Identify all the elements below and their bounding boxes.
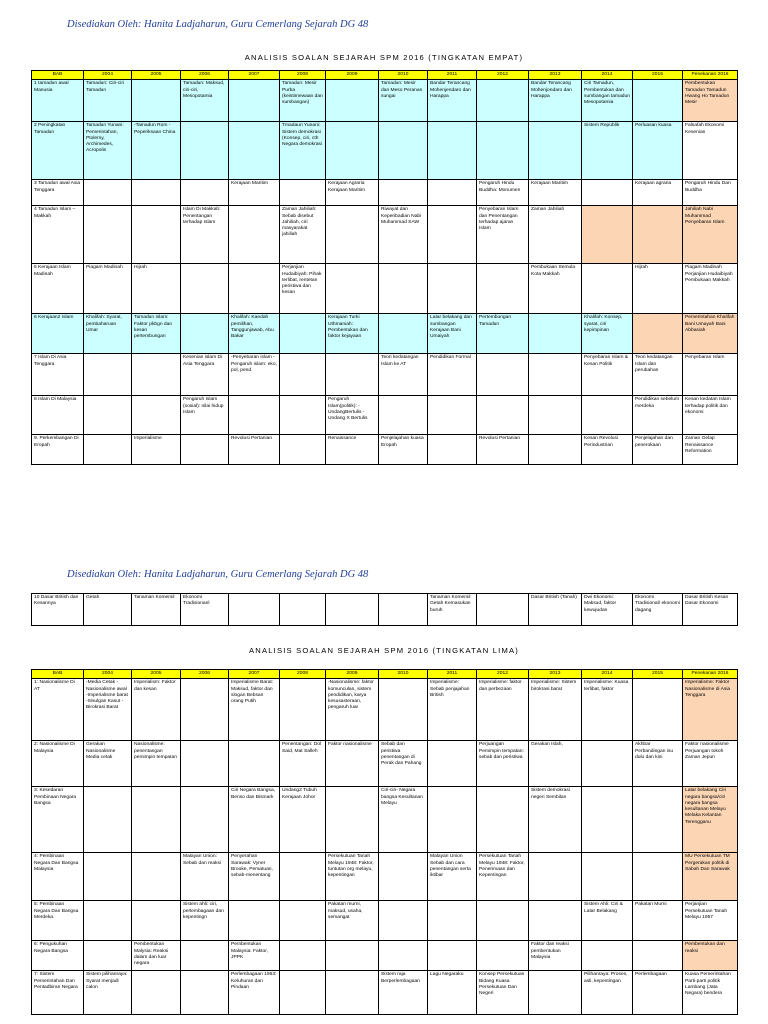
table-cell [326,264,379,314]
table-cell [379,901,428,941]
table-cell: Khalifah: Konsep, syarat, ciri kepimpinan [582,314,633,354]
table-cell: Ekonomi Tradisionanl [181,594,229,626]
table-cell [132,853,181,901]
table-cell [280,853,326,901]
table-cell: Sebab dan peristiwa penentangan di Perak dan Pahang [379,741,428,787]
table-cell [428,435,477,465]
table-cell: Pengaruh Islam(politik): -UndangBertulis -Undang X Bertulis [326,396,379,435]
chapter-cell: 2: Nasionalisme Di Malaysia [32,741,84,787]
column-header: 2004 [84,71,132,80]
table-cell: -Nasionalisme: faktor komunculan, sistem pendidikan, karya kesusasteraan, pengaruh luar [326,679,379,741]
table-cell: Bandar Terancang Mohenjendaro dan Harappa [428,80,477,122]
table-cell: Pembentukan Tamadun Tamadun Hwang Ho Tamadun Mesir [683,80,738,122]
table-cell: Dasar British Kesan Dasar Ekonomi [683,594,738,626]
table-row [32,314,738,354]
table-cell: Revolusi Pertanian [477,435,529,465]
table-cell: Pakatan Murni [633,901,683,941]
table-cell [529,122,582,180]
table-cell [428,901,477,941]
table-cell [582,741,633,787]
column-header: 2012 [477,71,529,80]
table-cell: Sistem Ahli: Ciri & Latar Belakang [582,901,633,941]
analysis-table-form-four [31,70,738,465]
table-cell: Tamadun Islam: Faktor pkbgn dan kesan pertembungan [132,314,181,354]
table-cell: Tmadaun Yunani: Sistem demokrasi (Konsep, ciri, cth Negara demokrasi [280,122,326,180]
column-header: 2007 [229,71,280,80]
credit-line-middle: Disediakan Oleh: Hanita Ladjaharun, Guru Cemerlang Sejarah DG 48 [67,569,369,580]
table-cell: Penyebaran Islam dan Penentangan terhadap ajaran Islam [477,206,529,264]
table-cell [326,206,379,264]
column-header: Penekanan 2016 [683,71,738,80]
chapter-cell: 2 Peningkatan Tamadun [32,122,84,180]
table-cell: -Penyebaran islam -Pengaruh islam: eko, pol, pend. [229,354,280,396]
table-cell: Penyebaran Islam & Kesan Politik [582,354,633,396]
table-row [32,941,738,971]
column-header: 2009 [326,670,379,679]
table-cell: Teori kedatangan Islam dan perubahan [633,354,683,396]
table-cell [280,180,326,206]
table-row [32,435,738,465]
table-cell [84,941,132,971]
table-cell [132,901,181,941]
table-cell: Undang2 Tubuh Kerajaan Johor [280,787,326,853]
table-row [32,354,738,396]
column-header: 2006 [181,71,229,80]
table-cell [428,941,477,971]
chapter-cell: 3: Kesedaran Pembinaan Negara Bangsa [32,787,84,853]
table-cell [132,971,181,1015]
table-cell: Imperialisme [132,435,181,465]
table-cell [280,435,326,465]
table-cell: Penyebaran Islam [683,354,738,396]
table-cell [633,941,683,971]
table-row [32,264,738,314]
table-cell [229,594,280,626]
table-cell: Zaman Jahiliah: Sebab disebut Jahiliah, ciri masyarakat jahiliah [280,206,326,264]
table-cell: Faktor nasionalisme Perjuangan tokoh Zaman Jepun [683,741,738,787]
table-cell: Latar belakang Ciri negara bangsa/ciri negara bangsa kesultanan Melayu Melaka Kelantan Terengganu [683,787,738,853]
chapter-cell: 5 Kerajaan Islam Madinah [32,264,84,314]
table-cell: Ciri Negara Bangsa, Benso dan Bismark [229,787,280,853]
column-header: 2015 [633,670,683,679]
table-cell [181,941,229,971]
table-cell [633,206,683,264]
table-cell: Perlembagaan 1963: Keluhuran dan Pindaan [229,971,280,1015]
table-cell: Sistem raja Berperlembagaan [379,971,428,1015]
table-cell: Perjanjian Hudaibiyah: Pihak terlibat, rentetan peristiwa dan kesan [280,264,326,314]
table-cell: Kuasa Pemerintahan Parti-parti politik Lambang (Jata Negara) bendera [683,971,738,1015]
column-header: 2015 [633,71,683,80]
table-row [32,206,738,264]
table-cell: Zaman Jahiliah [529,206,582,264]
table-cell [181,180,229,206]
table-cell [477,594,529,626]
table-cell: Faktor dan reaksi pembentukan Malaysia [529,941,582,971]
table-cell: Zaman Gelap Renaissance Reformation [683,435,738,465]
table-cell [428,787,477,853]
table-cell: Sistem Republik [582,122,633,180]
chapter-cell: 1: Nasionalisme Di AT [32,679,84,741]
chapter-cell: 5: Pembinaan Negara Dan Bangsa Merdeka. [32,901,84,941]
table-row [32,594,738,626]
table-cell: MU Persekutuan TM Pergerakan politik di Sabah Dan Sarawak [683,853,738,901]
table-cell: Pembukaan Semula Kota Makkah [529,264,582,314]
table-cell: Ciri Tamadun, Pembentukan dan sumbangan tamadun Mesopotamia [582,80,633,122]
table-cell [529,435,582,465]
table-cell [181,435,229,465]
table-cell [181,314,229,354]
table-cell: Ciri-ciri- Negara bangsa Kesultanan Melayu [379,787,428,853]
table-cell [280,314,326,354]
table-cell: Jahiliah Nabi Muhammad Penyebaran Islam [683,206,738,264]
table-cell: Perjuangan Pemimpin tempatan: sebab dan peristiwa [477,741,529,787]
table-cell [280,396,326,435]
table-cell [582,180,633,206]
table-cell: Sistem pilihanraya: Syarat menjadi calon [84,971,132,1015]
table-cell [84,396,132,435]
table-cell [280,679,326,741]
table-row [32,396,738,435]
table-cell [633,80,683,122]
chapter-cell: 4: Pembinaan Negara Dan Bangsa Malaysia [32,853,84,901]
table-cell: Renaissance [326,435,379,465]
table-cell: Khalifah: Kaedah pemilihan, Tanggunjawab, Abu Bakar [229,314,280,354]
column-header: 2010 [379,670,428,679]
table-cell [280,901,326,941]
table-cell [132,354,181,396]
table-cell [132,180,181,206]
table-cell [529,853,582,901]
table-cell: Malayan Union: Sebab dan reaksi [181,853,229,901]
table-cell [582,206,633,264]
table-cell: Kesenian islam Di Asia Tenggara [181,354,229,396]
table-cell: Hijrah [132,264,181,314]
table-cell [477,264,529,314]
table-cell: Pembentukan Malysia: Reaksi dalam dan luar negara [132,941,181,971]
table-cell: Teori kedatangan Islam ke AT [379,354,428,396]
table-cell: Latar belakang dan sumbangan Kerajaan Bani Umaiyah [428,314,477,354]
column-header: 2014 [582,71,633,80]
table-cell [428,264,477,314]
column-header: 2008 [280,670,326,679]
table-cell [84,787,132,853]
table-cell: Nasionalisme: penentangan pemimpin tempatan [132,741,181,787]
analysis-table-continued [31,593,738,626]
table-cell [529,901,582,941]
table-cell: Pembentukan Malaysia: Faktor, JPPK [229,941,280,971]
table-cell [428,206,477,264]
table-cell [84,206,132,264]
column-header: BAB [32,670,84,679]
table-cell [477,396,529,435]
table-cell: Pemerintahan Khalifah Bani Umayah Bani Abbasiah [683,314,738,354]
table-cell: Kerajaan Maritim [229,180,280,206]
table-cell: Piagam Madinah Perjanjian Hudaibiyah Pembukaan Makkah [683,264,738,314]
table-cell [181,264,229,314]
table-cell: Tamadun: Ciri-ciri Tamadun [84,80,132,122]
table-cell [229,80,280,122]
table-cell [84,853,132,901]
column-header: Penekanan 2016 [683,670,738,679]
credit-line-top: Disediakan Oleh: Hanita Ladjaharun, Guru Cemerlang Sejarah DG 48 [67,19,369,30]
column-header: 2004 [84,670,132,679]
table-cell: Pengaruh Hindu Buddha: Monumen [477,180,529,206]
table-cell [379,396,428,435]
table-cell: Pembentukan dan reaksi [683,941,738,971]
column-header: 2005 [132,71,181,80]
table-cell: Tamadun: Maksud, ciri-ciri, Mesopotamia [181,80,229,122]
table-cell: Pilihanraya: Proses, asli, kepentingan [582,971,633,1015]
table-cell: Sistem ahli: ciri, perlembagaan dan kepentingn [181,901,229,941]
table-cell: Kerajaan Agraria Kerajaan Maritim [326,180,379,206]
table-cell: Tamadun: Mesir dan Meso Peranan sungai [379,80,428,122]
column-header: BAB [32,71,84,80]
table-cell: Kerajaan agraria [633,180,683,206]
title-form-four: ANALISIS SOALAN SEJARAH SPM 2016 (TINGKATAN EMPAT) [244,53,524,62]
analysis-table-form-five [31,669,738,1015]
column-header: 2010 [379,71,428,80]
table-header-row [32,71,738,80]
table-cell: Pengaruh Islam (sosial): nilai hidup Islam [181,396,229,435]
table-cell: Konsep Persekutuan Bidang Kuasa Persekutuan Dan Negeri [477,971,529,1015]
column-header: 2007 [229,670,280,679]
column-header: 2014 [582,670,633,679]
column-header: 2005 [132,670,181,679]
column-header: 2012 [477,670,529,679]
table-cell: Pertembungan Tamadun [477,314,529,354]
table-row [32,679,738,741]
table-cell: Gerakan Nasionalisme Media cetak [84,741,132,787]
column-header: 2009 [326,71,379,80]
table-cell: Riwayat dan Keperibadian Nabi Muhammad SAW [379,206,428,264]
table-cell [582,787,633,853]
table-cell [379,314,428,354]
table-cell [379,594,428,626]
table-cell [229,901,280,941]
table-cell [229,396,280,435]
column-header: 2013 [529,71,582,80]
table-cell [181,122,229,180]
table-cell: Akhbar Perbandingan isu dulu dan kini [633,741,683,787]
column-header: 2006 [181,670,229,679]
table-cell [326,787,379,853]
table-cell: Bandar Terancang Mohenjondaro dan Harappa [529,80,582,122]
table-cell [477,354,529,396]
table-cell [326,354,379,396]
table-header-row [32,670,738,679]
table-cell [229,741,280,787]
table-cell [326,971,379,1015]
table-cell [477,122,529,180]
table-cell [84,901,132,941]
table-cell: Revolusi Pertanian [229,435,280,465]
table-cell: Penjelajahan kuasa Eropah [379,435,428,465]
table-cell: Imperialisme: Sistem birokrasi barat [529,679,582,741]
table-cell [379,853,428,901]
table-cell [529,396,582,435]
table-cell [379,679,428,741]
table-cell [132,396,181,435]
table-cell [582,264,633,314]
chapter-cell: 6 Kerajaan2 Islam [32,314,84,354]
table-cell [84,354,132,396]
chapter-cell: 9. Perkembangan Di Eropah [32,435,84,465]
table-cell: Falsafah Ekonomi Kesenian [683,122,738,180]
table-cell [181,679,229,741]
table-cell [477,787,529,853]
table-cell: Perluasan kuasa [633,122,683,180]
table-row [32,741,738,787]
table-cell [379,941,428,971]
table-cell [181,787,229,853]
table-cell: Piagam Madinah [84,264,132,314]
chapter-cell: 6: Pengukuhan Negara Bangsa [32,941,84,971]
table-cell: Pendidikan Formal [428,354,477,396]
table-row [32,901,738,941]
table-row [32,122,738,180]
column-header: 2011 [428,71,477,80]
table-cell: Persekutuan Tanah Melayu 1948: Faktor, tuntutan org melayu, kepentingan [326,853,379,901]
title-form-five: ANALISIS SOALAN SEJARAH SPM 2016 (TINGKATAN LIMA) [249,646,519,655]
table-cell [582,853,633,901]
table-cell: Kesan Revolusi Perindustrian [582,435,633,465]
table-cell: Faktor nasionalisme [326,741,379,787]
table-cell: -Media Cetak -Nasionalisme awal -Imperialisme barat -Sisulgan Kasut -Birokrasi Barat [84,679,132,741]
table-cell [477,901,529,941]
table-cell: Imperialisme: faktor dan perbezaan [477,679,529,741]
table-cell [181,971,229,1015]
table-cell: Pengaruh Hindu Dan Buddha [683,180,738,206]
table-cell: Perjanjian Persekutuan Tanah Melayu 1957 [683,901,738,941]
table-cell: Dwi Ekonomi: Maksud, faktor kewujudan [582,594,633,626]
chapter-cell: 8 Islam Di Malaysia [32,396,84,435]
table-cell: Imperialisme: Faktor Nasionalisme di Asia Tenggara [683,679,738,741]
table-cell: Getah [84,594,132,626]
table-cell: Persekutuan Tanah Melayu 1948: Faktor, Penerimaan dan Kepentingan [477,853,529,901]
table-cell [529,314,582,354]
table-cell [326,122,379,180]
table-cell: Tanaman Komersil Getah Kemasukan buruh [428,594,477,626]
table-row [32,787,738,853]
table-cell: Penentangan: Dol Said, Mat Salleh [280,741,326,787]
table-cell [132,80,181,122]
table-cell: Tamadun Yunani: Pemerintahan, Ptolemy, Archimedes, Acropolis [84,122,132,180]
table-cell [229,206,280,264]
table-cell: Penyerahan Sarawak: Vyner Brooke, Persatuan, sebab-menentang [229,853,280,901]
table-cell: Pakatan murni, maksud, usaha, semangat [326,901,379,941]
table-cell [633,853,683,901]
column-header: 2008 [280,71,326,80]
table-cell [280,354,326,396]
table-cell [84,435,132,465]
table-cell: Imperialisme: Sebab penjajahan British [428,679,477,741]
chapter-cell: 7: Sistem Pemerintahan Dan Pentadbiran Negara [32,971,84,1015]
table-row [32,180,738,206]
table-cell [582,396,633,435]
table-cell: Tanaman Komersil [132,594,181,626]
table-cell [633,787,683,853]
table-cell [326,594,379,626]
table-cell: Tamadun: Mesir Purba (keistimewaan dan sumbangan) [280,80,326,122]
table-cell [229,122,280,180]
table-cell: -Tamadun Rom -Peperiksaan China [132,122,181,180]
table-cell: Kerajaan Turki Uthmaniah: Pembentukan dan faktor kejayaan [326,314,379,354]
chapter-cell: 3 Tamadun awal Asia Tenggara [32,180,84,206]
chapter-cell: 1 tamadun awal Manusia [32,80,84,122]
table-cell [582,941,633,971]
table-cell: Imperialisme Barat: Maksud, faktor dan slogan Bebsan orang Putih [229,679,280,741]
table-cell [132,787,181,853]
table-row [32,80,738,122]
table-cell: Dasar British (Tanah) [529,594,582,626]
table-cell: Ekonomi Tradisional/ ekonomi dagang [633,594,683,626]
table-cell: Pendidikan sebelum merdeka [633,396,683,435]
table-cell [428,741,477,787]
table-cell [181,741,229,787]
table-cell: Hijrah [633,264,683,314]
table-cell [477,80,529,122]
table-cell [428,180,477,206]
table-cell: Kerajaan Maritim [529,180,582,206]
table-cell: Islam Di Makkah: Penentangan terhadap Islam [181,206,229,264]
table-cell [229,264,280,314]
table-row [32,971,738,1015]
table-cell: Sistem demokrasi negeri Sembilan [529,787,582,853]
table-cell [326,941,379,971]
table-cell [280,941,326,971]
table-cell: Imperialisme: Kuasa terlibat, faktor [582,679,633,741]
table-cell [379,264,428,314]
table-cell: Lagu Negaraku [428,971,477,1015]
table-cell: Kesan kedatan Islam terhadap politik dan ekonomi [683,396,738,435]
table-cell [280,971,326,1015]
table-cell [477,941,529,971]
table-cell [379,122,428,180]
table-cell: Gerakan Islah, [529,741,582,787]
table-cell [326,80,379,122]
table-cell: Khalifah: Syarat, pembaharuan Umar [84,314,132,354]
table-cell [428,396,477,435]
table-cell [428,122,477,180]
table-cell: Imperialism: Faktor dan kesan [132,679,181,741]
table-cell [132,206,181,264]
table-cell: Penjelajahan dan penerokaan [633,435,683,465]
table-cell [529,971,582,1015]
chapter-cell: 10 Dasar British dan Kesannya [32,594,84,626]
chapter-cell: 7 Islam Di Asia Tenggara [32,354,84,396]
table-cell: Perlembagaan [633,971,683,1015]
column-header: 2011 [428,670,477,679]
column-header: 2013 [529,670,582,679]
table-cell [84,180,132,206]
table-row [32,853,738,901]
table-cell [280,594,326,626]
table-cell [529,354,582,396]
table-cell [633,314,683,354]
table-cell [633,679,683,741]
table-cell [379,180,428,206]
chapter-cell: 4 Tamadun Islam –Makkah [32,206,84,264]
table-cell: Malayan Union Sebab dan cara penentangan serta iktibar [428,853,477,901]
